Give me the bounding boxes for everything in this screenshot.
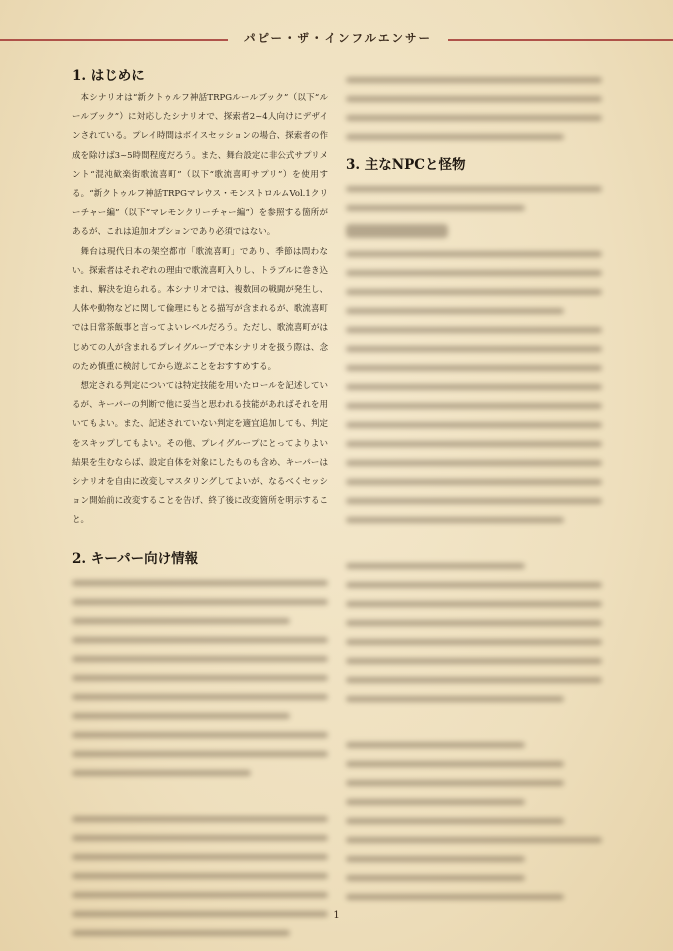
section-1-paragraph-1: 本シナリオは“新クトゥルフ神話TRPGルールブック”（以下“ルールブック”）に対応したシナリオで、探索者2~4人向けにデザインされている。プレイ時間はボイスセッションの場合、探索者の作成を除けば3~5時間程度だろう。また、舞台設定に非公式サプリメント“混沌歓楽街歌流喜町”（以下“歌流喜町サプリ”）を使用する。“新クトゥルフ神話TRPGマレウス・モンストロルムVol.1クリーチャー編”（以下“マレモンクリーチャー編”）を参照する箇所があるが、これは追加オプションであり必須ではない。 [72, 93, 328, 238]
section-1-paragraph-3: 想定される判定については特定技能を用いたロールを記述しているが、キーパーの判断で他に妥当と思われる技能があればそれを用いてもよい。また、記述されていない判定を適宜追加しても、判定をスキップしてもよい。その他、プレイグループにとってよりよい結果を生むならば、設定自体を対象にしたものも含め、キーパーはシナリオを自由に改変しマスタリングしてよいが、なるべくセッション開始前に改変することを告げ、終了後に改変箇所を明示すること。 [72, 381, 328, 526]
section-2-heading: 2. キーパー向け情報 [72, 550, 199, 567]
left-column [72, 64, 328, 949]
section-1-paragraph-2: 舞台は現代日本の架空都市「歌流喜町」であり、季節は問わない。探索者はそれぞれの理由で歌流喜町入りし、トラブルに巻き込まれ、解決を迫られる。本シナリオでは、複数回の戦闘が発生し、人体や動物などに関して倫理にもとる描写が含まれるが、歌流喜町では日常茶飯事と言ってよいレベルだろう。ただし、歌流喜町がはじめての人が含まれるプレイグループで本シナリオを扱う際は、念のため慎重に検討してから遊ぶことをおすすめする。 [72, 246, 328, 372]
section-3-heading: 3. 主なNPCと怪物 [346, 157, 466, 173]
blurred-top-text [346, 77, 602, 140]
page-number: 1 [333, 910, 340, 921]
right-column [346, 64, 602, 913]
header-title: パピー・ザ・インフルエンサー [243, 31, 433, 45]
blurred-section-2-text [72, 580, 328, 936]
header-rule-left [0, 39, 228, 41]
header-rule-right [448, 39, 673, 41]
page-header [0, 28, 673, 52]
section-1-heading: 1. はじめに [72, 68, 145, 84]
blurred-section-3-text [346, 186, 602, 900]
